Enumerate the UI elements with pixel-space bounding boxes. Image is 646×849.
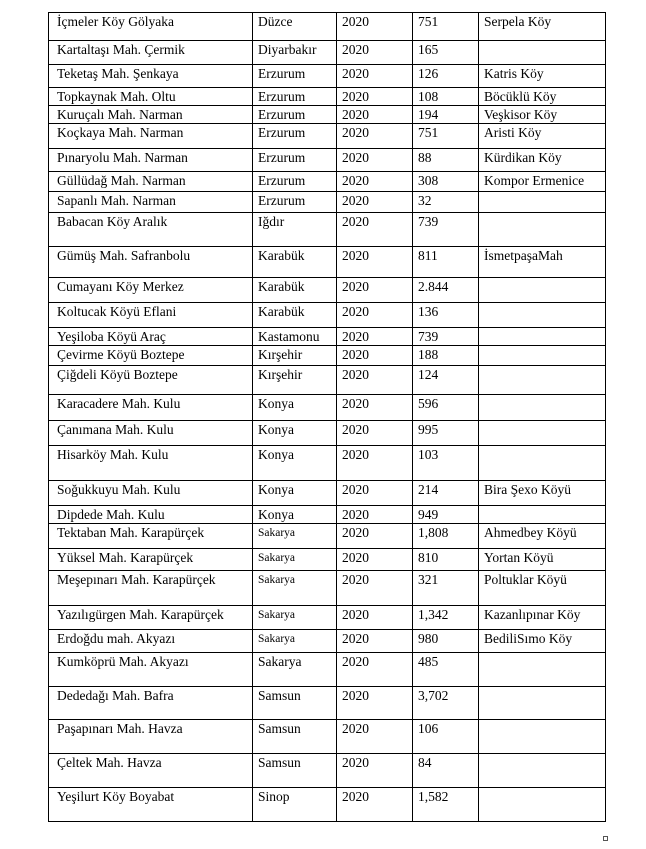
place-cell: Kuruçalı Mah. Narman [49, 106, 253, 124]
year-cell: 2020 [337, 124, 413, 149]
place-cell: Erdoğdu mah. Akyazı [49, 630, 253, 653]
year-cell: 2020 [337, 346, 413, 366]
place-cell: Cumayanı Köy Merkez [49, 278, 253, 303]
old-name-cell: Bira Şexo Köyü [479, 481, 606, 506]
year-cell: 2020 [337, 481, 413, 506]
place-cell: Teketaş Mah. Şenkaya [49, 65, 253, 88]
place-cell: Çanımana Mah. Kulu [49, 421, 253, 446]
year-cell: 2020 [337, 606, 413, 630]
old-name-cell [479, 213, 606, 247]
province-cell: Erzurum [253, 65, 337, 88]
year-cell: 2020 [337, 720, 413, 754]
old-name-cell: Katris Köy [479, 65, 606, 88]
table-row [49, 571, 606, 606]
year-cell: 2020 [337, 213, 413, 247]
count-cell: 1,808 [413, 524, 479, 549]
table-row [49, 278, 606, 303]
table-body [49, 13, 606, 822]
province-cell: Diyarbakır [253, 41, 337, 65]
count-cell: 1,342 [413, 606, 479, 630]
place-cell: Hisarköy Mah. Kulu [49, 446, 253, 481]
province-cell: Kırşehir [253, 366, 337, 395]
count-cell: 810 [413, 549, 479, 571]
province-cell: Düzce [253, 13, 337, 41]
count-cell: 308 [413, 172, 479, 192]
place-cell: Çiğdeli Köyü Boztepe [49, 366, 253, 395]
count-cell: 136 [413, 303, 479, 328]
year-cell: 2020 [337, 192, 413, 213]
province-cell: Samsun [253, 754, 337, 788]
table-row [49, 247, 606, 278]
table-row [49, 754, 606, 788]
count-cell: 1,582 [413, 788, 479, 822]
year-cell: 2020 [337, 788, 413, 822]
year-cell: 2020 [337, 630, 413, 653]
province-cell: Erzurum [253, 149, 337, 172]
year-cell: 2020 [337, 149, 413, 172]
province-cell: Sinop [253, 788, 337, 822]
province-cell: Karabük [253, 303, 337, 328]
count-cell: 106 [413, 720, 479, 754]
province-cell: Sakarya [253, 630, 337, 653]
province-cell: Sakarya [253, 524, 337, 549]
province-cell: Karabük [253, 247, 337, 278]
table-row [49, 506, 606, 524]
old-name-cell [479, 446, 606, 481]
table-row [49, 720, 606, 754]
old-name-cell [479, 41, 606, 65]
table-row [49, 653, 606, 687]
province-cell: Erzurum [253, 106, 337, 124]
province-cell: Erzurum [253, 172, 337, 192]
count-cell: 188 [413, 346, 479, 366]
province-cell: Iğdır [253, 213, 337, 247]
old-name-cell: Serpela Köy [479, 13, 606, 41]
old-name-cell [479, 395, 606, 421]
table-row [49, 630, 606, 653]
table-row [49, 41, 606, 65]
table-row [49, 213, 606, 247]
count-cell: 739 [413, 328, 479, 346]
count-cell: 103 [413, 446, 479, 481]
place-cell: Yazılıgürgen Mah. Karapürçek [49, 606, 253, 630]
count-cell: 165 [413, 41, 479, 65]
old-name-cell: Böcüklü Köy [479, 88, 606, 106]
table-row [49, 687, 606, 720]
count-cell: 751 [413, 13, 479, 41]
place-cell: Koltucak Köyü Eflani [49, 303, 253, 328]
table-row [49, 88, 606, 106]
table-row [49, 481, 606, 506]
year-cell: 2020 [337, 366, 413, 395]
place-cell: Yeşilurt Köy Boyabat [49, 788, 253, 822]
old-name-cell: Kazanlıpınar Köy [479, 606, 606, 630]
province-cell: Sakarya [253, 606, 337, 630]
place-cell: Topkaynak Mah. Oltu [49, 88, 253, 106]
old-name-cell: Poltuklar Köyü [479, 571, 606, 606]
count-cell: 84 [413, 754, 479, 788]
old-name-cell [479, 303, 606, 328]
place-cell: Gümüş Mah. Safranbolu [49, 247, 253, 278]
count-cell: 949 [413, 506, 479, 524]
place-cell: Koçkaya Mah. Narman [49, 124, 253, 149]
table-row [49, 606, 606, 630]
province-cell: Kırşehir [253, 346, 337, 366]
old-name-cell [479, 754, 606, 788]
year-cell: 2020 [337, 88, 413, 106]
table-row [49, 149, 606, 172]
count-cell: 88 [413, 149, 479, 172]
old-name-cell: Kürdikan Köy [479, 149, 606, 172]
table-row [49, 395, 606, 421]
count-cell: 596 [413, 395, 479, 421]
year-cell: 2020 [337, 421, 413, 446]
year-cell: 2020 [337, 524, 413, 549]
count-cell: 321 [413, 571, 479, 606]
table-row [49, 303, 606, 328]
year-cell: 2020 [337, 446, 413, 481]
place-cell: Paşapınarı Mah. Havza [49, 720, 253, 754]
count-cell: 214 [413, 481, 479, 506]
place-cell: Karacadere Mah. Kulu [49, 395, 253, 421]
year-cell: 2020 [337, 13, 413, 41]
province-cell: Konya [253, 395, 337, 421]
place-cell: Babacan Köy Aralık [49, 213, 253, 247]
place-cell: Çevirme Köyü Boztepe [49, 346, 253, 366]
province-cell: Konya [253, 421, 337, 446]
province-cell: Sakarya [253, 653, 337, 687]
province-cell: Konya [253, 506, 337, 524]
old-name-cell [479, 366, 606, 395]
count-cell: 811 [413, 247, 479, 278]
year-cell: 2020 [337, 172, 413, 192]
place-cell: Çeltek Mah. Havza [49, 754, 253, 788]
place-cell: İçmeler Köy Gölyaka [49, 13, 253, 41]
count-cell: 3,702 [413, 687, 479, 720]
table-row [49, 366, 606, 395]
table-row [49, 524, 606, 549]
province-cell: Erzurum [253, 88, 337, 106]
table-row [49, 446, 606, 481]
count-cell: 194 [413, 106, 479, 124]
year-cell: 2020 [337, 395, 413, 421]
place-cell: Dededağı Mah. Bafra [49, 687, 253, 720]
old-name-cell [479, 506, 606, 524]
year-cell: 2020 [337, 328, 413, 346]
table-row [49, 106, 606, 124]
table-row [49, 192, 606, 213]
table-row [49, 13, 606, 41]
province-cell: Kastamonu [253, 328, 337, 346]
province-cell: Erzurum [253, 124, 337, 149]
province-cell: Sakarya [253, 571, 337, 606]
table-row [49, 65, 606, 88]
place-cell: Yeşiloba Köyü Araç [49, 328, 253, 346]
year-cell: 2020 [337, 303, 413, 328]
place-cell: Yüksel Mah. Karapürçek [49, 549, 253, 571]
year-cell: 2020 [337, 687, 413, 720]
place-cell: Kumköprü Mah. Akyazı [49, 653, 253, 687]
province-cell: Karabük [253, 278, 337, 303]
year-cell: 2020 [337, 247, 413, 278]
old-name-cell: Kompor Ermenice [479, 172, 606, 192]
count-cell: 739 [413, 213, 479, 247]
old-name-cell [479, 278, 606, 303]
old-name-cell [479, 346, 606, 366]
province-cell: Samsun [253, 720, 337, 754]
old-name-cell [479, 653, 606, 687]
old-name-cell [479, 421, 606, 446]
old-name-cell: Veşkisor Köy [479, 106, 606, 124]
old-name-cell [479, 788, 606, 822]
table-row [49, 421, 606, 446]
province-cell: Erzurum [253, 192, 337, 213]
year-cell: 2020 [337, 571, 413, 606]
year-cell: 2020 [337, 65, 413, 88]
place-cell: Meşepınarı Mah. Karapürçek [49, 571, 253, 606]
year-cell: 2020 [337, 278, 413, 303]
old-name-cell: Aristi Köy [479, 124, 606, 149]
province-cell: Samsun [253, 687, 337, 720]
year-cell: 2020 [337, 653, 413, 687]
count-cell: 124 [413, 366, 479, 395]
count-cell: 2.844 [413, 278, 479, 303]
count-cell: 980 [413, 630, 479, 653]
old-name-cell: BediliSımo Köy [479, 630, 606, 653]
place-cell: Tektaban Mah. Karapürçek [49, 524, 253, 549]
province-cell: Sakarya [253, 549, 337, 571]
place-cell: Dipdede Mah. Kulu [49, 506, 253, 524]
place-cell: Güllüdağ Mah. Narman [49, 172, 253, 192]
year-cell: 2020 [337, 549, 413, 571]
old-name-cell: Yortan Köyü [479, 549, 606, 571]
place-cell: Soğukkuyu Mah. Kulu [49, 481, 253, 506]
old-name-cell [479, 192, 606, 213]
table-row [49, 172, 606, 192]
old-name-cell [479, 328, 606, 346]
year-cell: 2020 [337, 754, 413, 788]
old-name-cell [479, 687, 606, 720]
place-cell: Pınaryolu Mah. Narman [49, 149, 253, 172]
old-name-cell: Ahmedbey Köyü [479, 524, 606, 549]
old-name-cell: İsmetpaşaMah [479, 247, 606, 278]
count-cell: 751 [413, 124, 479, 149]
old-name-cell [479, 720, 606, 754]
place-cell: Sapanlı Mah. Narman [49, 192, 253, 213]
year-cell: 2020 [337, 506, 413, 524]
place-cell: Kartaltaşı Mah. Çermik [49, 41, 253, 65]
year-cell: 2020 [337, 41, 413, 65]
table-row [49, 346, 606, 366]
table-row [49, 328, 606, 346]
count-cell: 485 [413, 653, 479, 687]
count-cell: 32 [413, 192, 479, 213]
year-cell: 2020 [337, 106, 413, 124]
end-marker [603, 836, 608, 841]
count-cell: 108 [413, 88, 479, 106]
table-row [49, 788, 606, 822]
count-cell: 995 [413, 421, 479, 446]
table-row [49, 124, 606, 149]
province-cell: Konya [253, 446, 337, 481]
village-table [48, 12, 606, 822]
count-cell: 126 [413, 65, 479, 88]
province-cell: Konya [253, 481, 337, 506]
table-row [49, 549, 606, 571]
